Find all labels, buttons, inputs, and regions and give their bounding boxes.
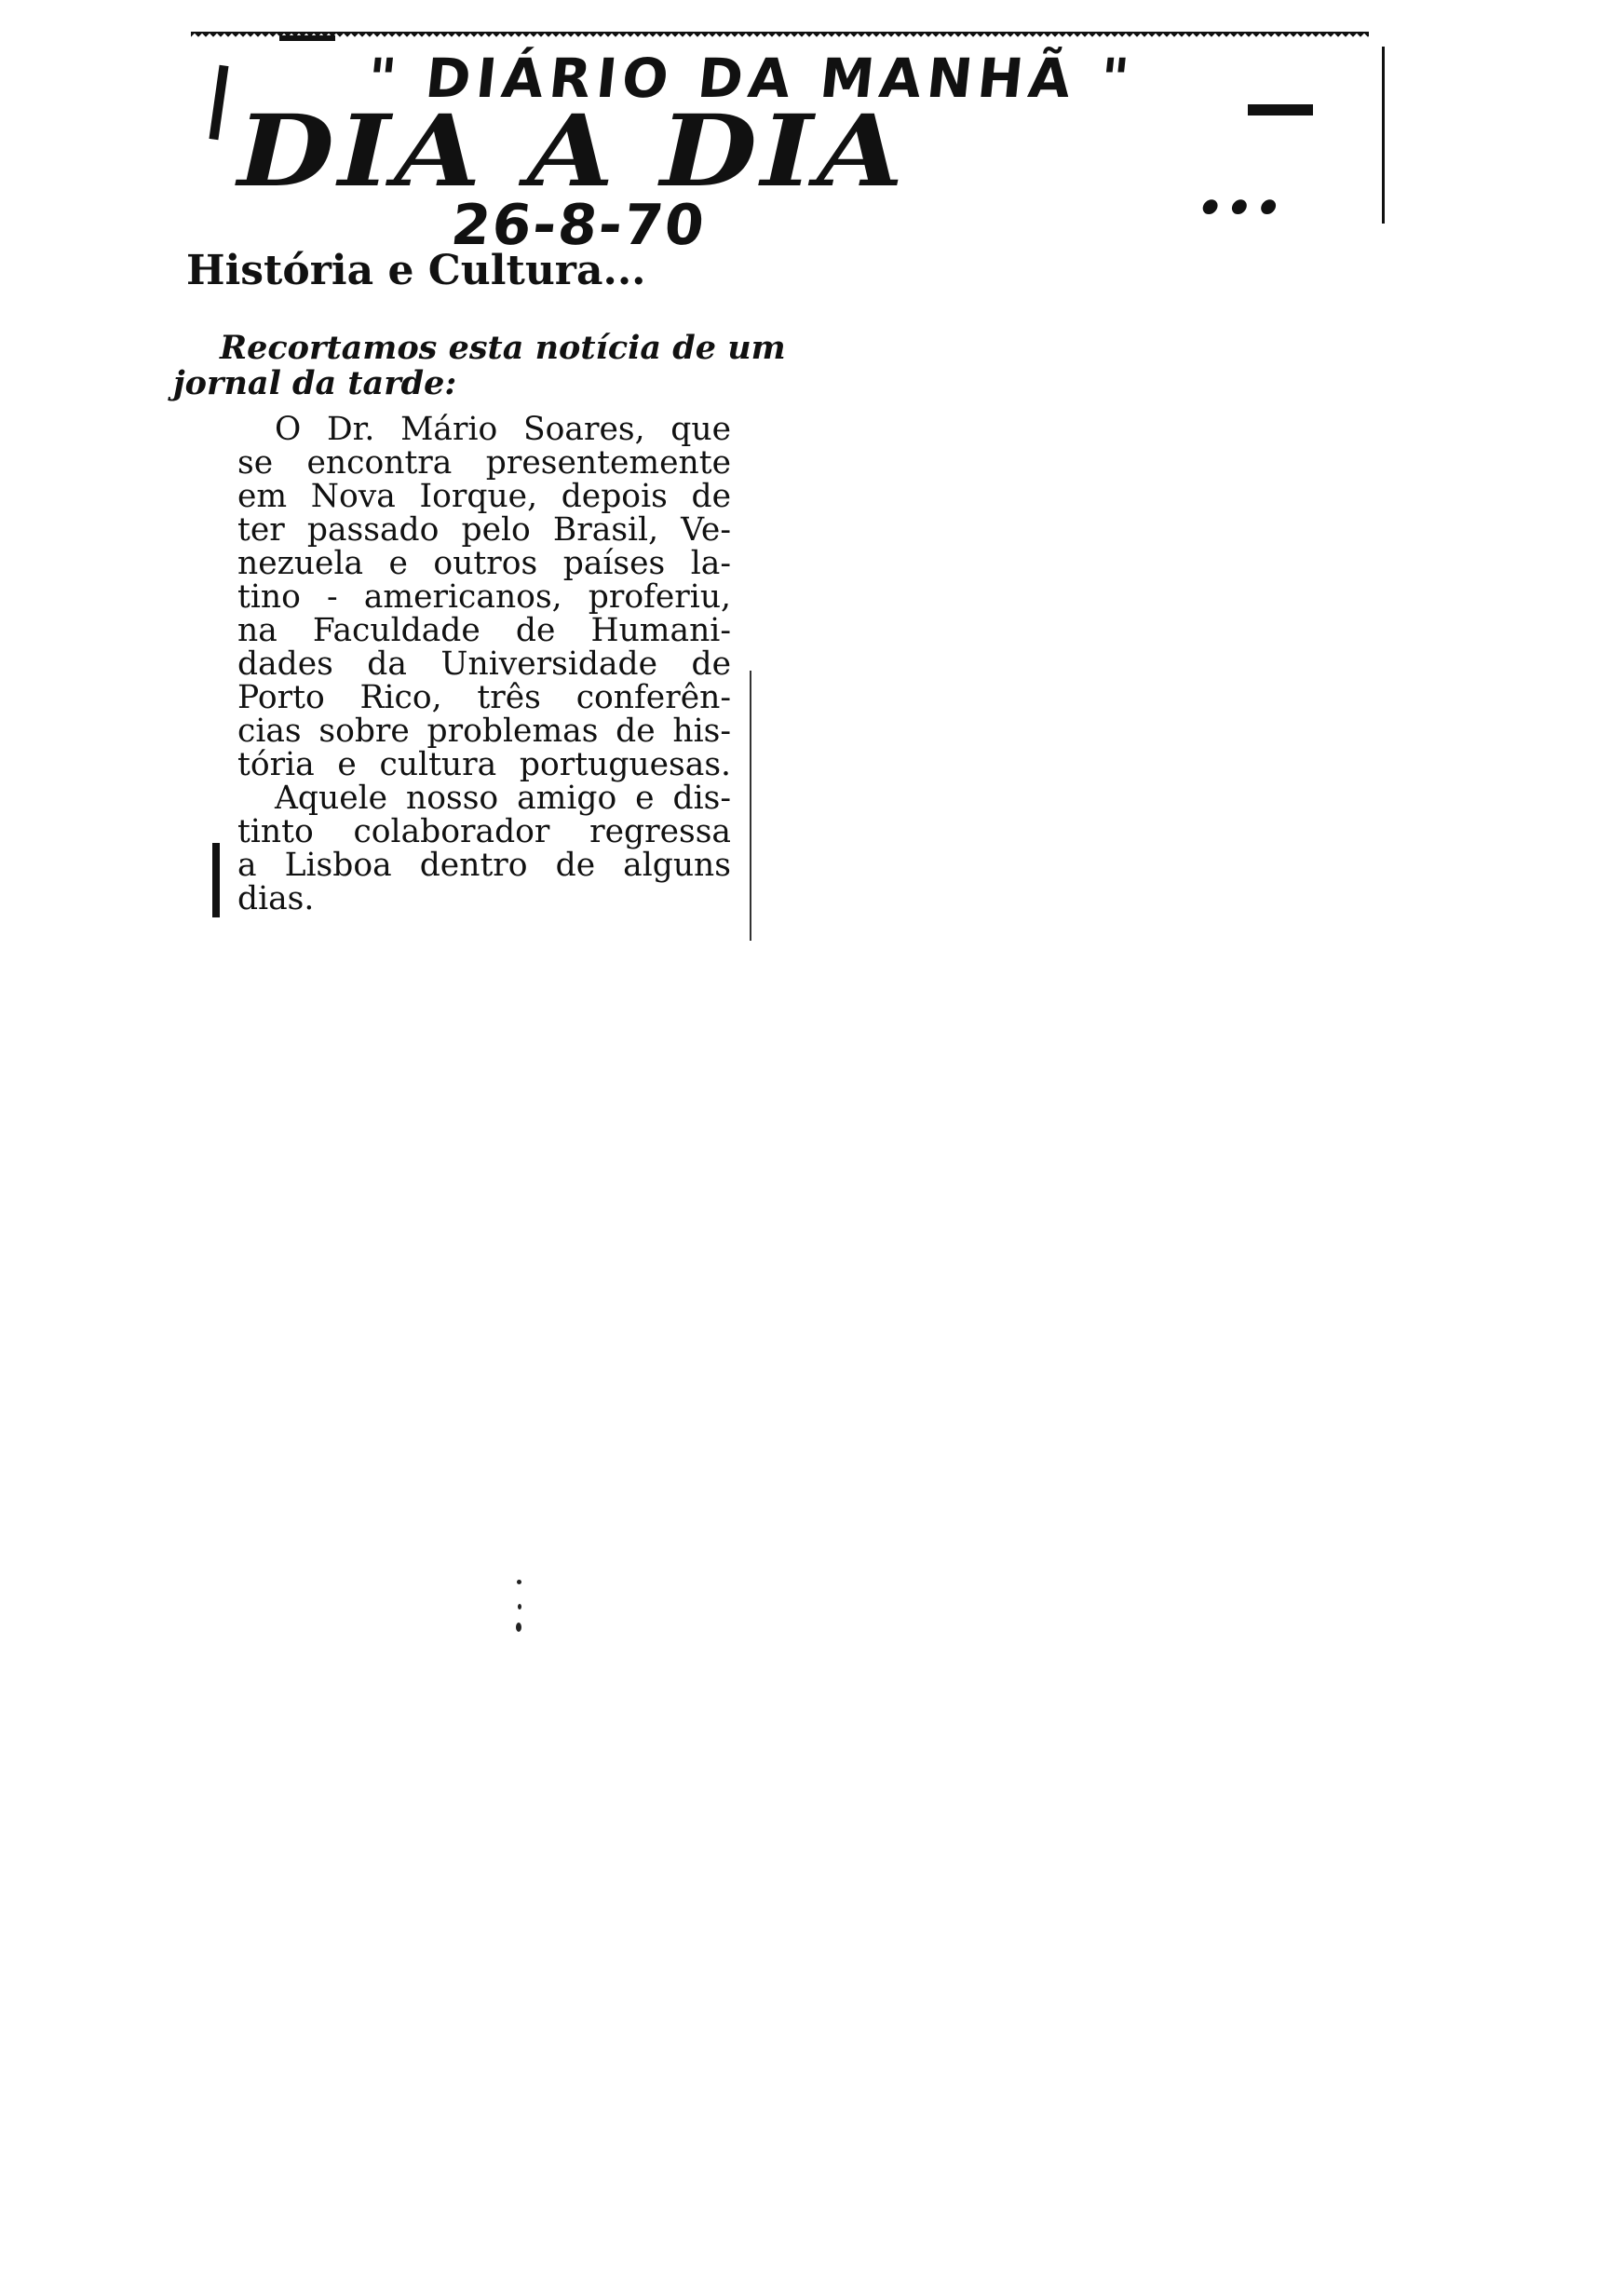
body-line: em Nova Iorque, depois de (237, 478, 731, 515)
body-line: se encontra presentemente (237, 444, 731, 482)
margin-mark (212, 843, 220, 917)
intro-line: jornal da tarde: (173, 364, 457, 402)
body-line: dias. (237, 880, 315, 917)
body-line: tória e cultura portuguesas. (237, 746, 731, 783)
body-line: Aquele nosso amigo e dis- (275, 780, 731, 817)
intro-line: Recortamos esta notícia de um (220, 329, 786, 367)
body-line: a Lisboa dentro de alguns (237, 847, 731, 884)
dust-speck (518, 1604, 521, 1609)
handwritten-date-note: 26-8-70 (448, 193, 710, 258)
clipping-serrated-edge (191, 32, 1369, 47)
column-edge-rule (750, 671, 751, 941)
body-line: cias sobre problemas de his- (237, 713, 731, 750)
body-line: ter passado pelo Brasil, Ve- (237, 511, 731, 549)
ink-dash (1248, 104, 1313, 115)
article-intro (173, 329, 786, 402)
article-headline: História e Cultura... (186, 247, 646, 294)
ink-scratch (209, 65, 228, 141)
dust-speck (517, 1580, 521, 1584)
body-line: Porto Rico, três conferên- (237, 679, 731, 716)
dust-speck (516, 1623, 521, 1632)
handwritten-source-note: " DIÁRIO DA MANHÃ " (364, 47, 1138, 110)
article-body (237, 413, 731, 916)
ink-scratch (279, 35, 335, 41)
body-line: dades da Universidade de (237, 645, 731, 683)
body-line: tinto colaborador regressa (237, 813, 731, 850)
masthead-ellipsis: ... (1197, 140, 1284, 232)
body-line: na Faculdade de Humani- (237, 612, 731, 649)
body-line: nezuela e outros países la- (237, 545, 731, 582)
body-line: tino - americanos, proferiu, (237, 578, 731, 616)
newspaper-clipping (0, 0, 1624, 1025)
body-line: O Dr. Mário Soares, que (275, 411, 731, 448)
masthead-title: DIA A DIA (237, 93, 908, 210)
clipping-edge-rule (1382, 47, 1385, 224)
